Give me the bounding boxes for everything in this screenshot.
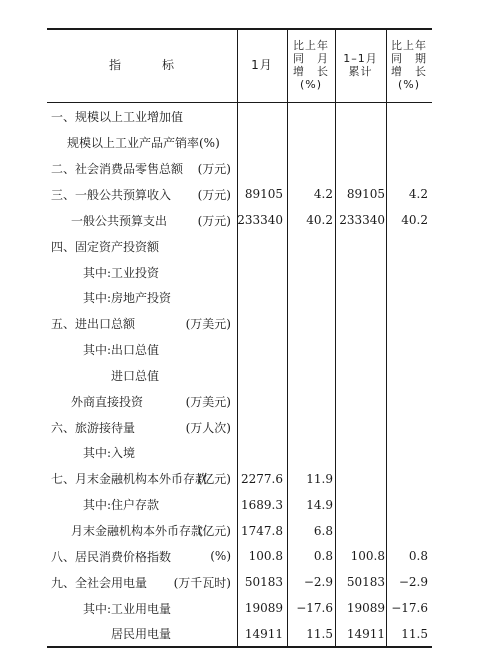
- header-indicator-char-2: 标: [162, 57, 176, 72]
- header-indicator: [47, 28, 237, 102]
- row-cumulative-value: 50183: [346, 575, 385, 590]
- row-month-growth: 6.8: [313, 523, 333, 538]
- row-label: [47, 207, 237, 233]
- row-cumulative-value: [337, 363, 385, 389]
- table-row: [47, 492, 432, 518]
- row-period-growth: [387, 156, 428, 182]
- row-unit: (万元): [197, 162, 231, 177]
- row-unit: (万美元): [185, 317, 231, 332]
- row-month-value: 100.8: [248, 549, 283, 564]
- row-month-growth: [287, 104, 333, 130]
- row-label: [47, 595, 237, 621]
- row-label: [47, 337, 237, 363]
- row-label: [47, 621, 237, 647]
- row-month-growth: [287, 285, 333, 311]
- table-row: [47, 207, 432, 233]
- row-month-growth: −2.9: [303, 575, 333, 590]
- row-month-value: 1689.3: [241, 497, 283, 512]
- row-label-text: 一般公共预算支出: [71, 213, 168, 228]
- row-label-text: 其中:工业投资: [83, 265, 160, 280]
- row-period-growth: [387, 414, 428, 440]
- row-unit: (%): [210, 549, 231, 564]
- row-label: [47, 414, 237, 440]
- row-period-growth: −2.9: [398, 575, 428, 590]
- table-row: [47, 440, 432, 466]
- table-row: [47, 130, 432, 156]
- row-period-growth: [387, 285, 428, 311]
- row-month-growth: [287, 388, 333, 414]
- row-period-growth: −17.6: [391, 601, 428, 616]
- row-month-growth: 0.8: [313, 549, 333, 564]
- table-row: [47, 311, 432, 337]
- row-label-text: 其中:出口总值: [83, 343, 160, 358]
- row-label: [47, 518, 237, 544]
- row-label-text: 八、居民消费价格指数: [51, 549, 172, 564]
- row-cumulative-value: [337, 414, 385, 440]
- row-cumulative-value: [337, 311, 385, 337]
- row-label-text: 其中:入境: [83, 446, 136, 461]
- row-label-text: 九、全社会用电量: [51, 575, 148, 590]
- header-indicator-char-1: 指: [108, 57, 122, 72]
- row-label-text: 月末金融机构本外币存款: [71, 524, 204, 539]
- row-label-text: 七、月末金融机构本外币存款: [51, 472, 208, 487]
- row-month-value: 233340: [237, 213, 283, 228]
- row-cumulative-value: [337, 156, 385, 182]
- row-label: [47, 363, 237, 389]
- row-month-growth: [287, 311, 333, 337]
- row-label-text: 规模以上工业产品产销率(%): [67, 136, 220, 151]
- row-unit: (亿元): [197, 524, 231, 539]
- table-row: [47, 337, 432, 363]
- table-row: [47, 569, 432, 595]
- row-cumulative-value: [337, 104, 385, 130]
- row-cumulative-value: 14911: [346, 626, 385, 641]
- row-label: [47, 233, 237, 259]
- row-month-value: 1747.8: [241, 523, 283, 538]
- row-month-value: 50183: [244, 575, 283, 590]
- table-row: [47, 182, 432, 208]
- row-unit: (万元): [197, 213, 231, 228]
- header-month-growth: [287, 28, 335, 102]
- row-month-value: [237, 130, 283, 156]
- table-row: [47, 595, 432, 621]
- header-month-label: 1月: [251, 57, 273, 72]
- row-month-growth: [287, 130, 333, 156]
- row-label: [47, 440, 237, 466]
- row-label: [47, 182, 237, 208]
- row-month-value: 89105: [244, 187, 283, 202]
- row-month-growth: −17.6: [296, 601, 333, 616]
- header-period-growth-line-4: (%): [397, 78, 421, 91]
- table-row: [47, 466, 432, 492]
- row-month-growth: 4.2: [313, 187, 333, 202]
- table-row: [47, 363, 432, 389]
- table-row: [47, 518, 432, 544]
- row-label-text: 外商直接投资: [71, 394, 144, 409]
- row-cumulative-value: 233340: [339, 213, 385, 228]
- row-month-growth: [287, 363, 333, 389]
- row-period-growth: [387, 311, 428, 337]
- row-period-growth: 40.2: [401, 213, 428, 228]
- row-month-value: 2277.6: [241, 471, 283, 486]
- row-label: [47, 466, 237, 492]
- table-row: [47, 388, 432, 414]
- row-cumulative-value: 19089: [346, 601, 385, 616]
- row-label: [47, 388, 237, 414]
- row-period-growth: 11.5: [401, 626, 428, 641]
- row-cumulative-value: 89105: [346, 187, 385, 202]
- row-month-growth: [287, 259, 333, 285]
- header-month-growth-line-4: (%): [299, 78, 323, 91]
- row-period-growth: [387, 259, 428, 285]
- row-label: [47, 156, 237, 182]
- row-month-growth: [287, 414, 333, 440]
- row-unit: (万千瓦时): [173, 575, 231, 590]
- row-month-value: [237, 388, 283, 414]
- row-label: [47, 130, 237, 156]
- table-row: [47, 104, 432, 130]
- row-label: [47, 104, 237, 130]
- row-label: [47, 492, 237, 518]
- row-period-growth: [387, 466, 428, 492]
- row-label: [47, 543, 237, 569]
- row-label-text: 五、进出口总额: [51, 317, 136, 332]
- table-row: [47, 156, 432, 182]
- row-cumulative-value: [337, 518, 385, 544]
- row-label-text: 居民用电量: [111, 627, 172, 642]
- row-month-growth: [287, 156, 333, 182]
- header-period-growth: [386, 28, 432, 102]
- header-cumulative: [335, 28, 386, 102]
- row-cumulative-value: [337, 285, 385, 311]
- row-label-text: 三、一般公共预算收入: [51, 187, 172, 202]
- row-cumulative-value: 100.8: [350, 549, 385, 564]
- table-row: [47, 285, 432, 311]
- row-label-text: 四、固定资产投资额: [51, 239, 160, 254]
- row-month-value: [237, 259, 283, 285]
- row-period-growth: [387, 518, 428, 544]
- row-cumulative-value: [337, 466, 385, 492]
- row-label-text: 其中:房地产投资: [83, 291, 172, 306]
- row-period-growth: [387, 104, 428, 130]
- row-month-value: 19089: [244, 601, 283, 616]
- row-period-growth: [387, 233, 428, 259]
- row-period-growth: [387, 363, 428, 389]
- row-period-growth: [387, 440, 428, 466]
- row-label: [47, 311, 237, 337]
- table-row: [47, 621, 432, 647]
- row-cumulative-value: [337, 388, 385, 414]
- table-row: [47, 543, 432, 569]
- table-row: [47, 414, 432, 440]
- row-month-value: [237, 156, 283, 182]
- header-rule: [47, 102, 432, 103]
- header-month-growth-line-1: 比上年: [293, 39, 329, 52]
- statistics-table: [47, 28, 432, 648]
- row-period-growth: [387, 337, 428, 363]
- row-month-value: [237, 337, 283, 363]
- row-month-growth: 14.9: [306, 497, 333, 512]
- row-month-value: [237, 311, 283, 337]
- row-label-text: 其中:住户存款: [83, 498, 160, 513]
- header-cumulative-line-1: 1–1月: [343, 52, 378, 65]
- row-cumulative-value: [337, 130, 385, 156]
- table-row: [47, 259, 432, 285]
- row-label: [47, 569, 237, 595]
- row-cumulative-value: [337, 492, 385, 518]
- row-cumulative-value: [337, 259, 385, 285]
- row-month-growth: [287, 233, 333, 259]
- row-label: [47, 285, 237, 311]
- row-month-value: 14911: [244, 626, 283, 641]
- row-label-text: 其中:工业用电量: [83, 601, 172, 616]
- row-month-value: [237, 414, 283, 440]
- row-label-text: 一、规模以上工业增加值: [51, 110, 184, 125]
- row-unit: (万人次): [185, 420, 231, 435]
- row-cumulative-value: [337, 233, 385, 259]
- row-unit: (亿元): [197, 472, 231, 487]
- row-unit: (万元): [197, 187, 231, 202]
- row-period-growth: [387, 130, 428, 156]
- header-month-growth-line-3: 增 长: [293, 65, 329, 78]
- row-month-growth: [287, 440, 333, 466]
- row-month-growth: 40.2: [306, 213, 333, 228]
- row-label-text: 六、旅游接待量: [51, 420, 136, 435]
- row-month-value: [237, 285, 283, 311]
- row-cumulative-value: [337, 440, 385, 466]
- table-row: [47, 233, 432, 259]
- row-period-growth: [387, 492, 428, 518]
- row-month-growth: 11.9: [306, 471, 333, 486]
- row-month-growth: [287, 337, 333, 363]
- header-period-growth-line-2: 同 期: [391, 52, 427, 65]
- row-label: [47, 259, 237, 285]
- row-label-text: 进口总值: [111, 368, 160, 383]
- row-month-value: [237, 104, 283, 130]
- header-period-growth-line-3: 增 长: [391, 65, 427, 78]
- header-cumulative-line-2: 累计: [348, 65, 373, 78]
- header-month-growth-line-2: 同 月: [293, 52, 329, 65]
- row-month-value: [237, 440, 283, 466]
- row-cumulative-value: [337, 337, 385, 363]
- row-month-value: [237, 363, 283, 389]
- row-period-growth: 4.2: [408, 187, 428, 202]
- row-period-growth: [387, 388, 428, 414]
- row-unit: (万美元): [185, 394, 231, 409]
- row-label-text: 二、社会消费品零售总额: [51, 162, 184, 177]
- row-period-growth: 0.8: [408, 549, 428, 564]
- row-month-value: [237, 233, 283, 259]
- header-period-growth-line-1: 比上年: [391, 39, 427, 52]
- row-month-growth: 11.5: [306, 626, 333, 641]
- header-month: [237, 28, 287, 102]
